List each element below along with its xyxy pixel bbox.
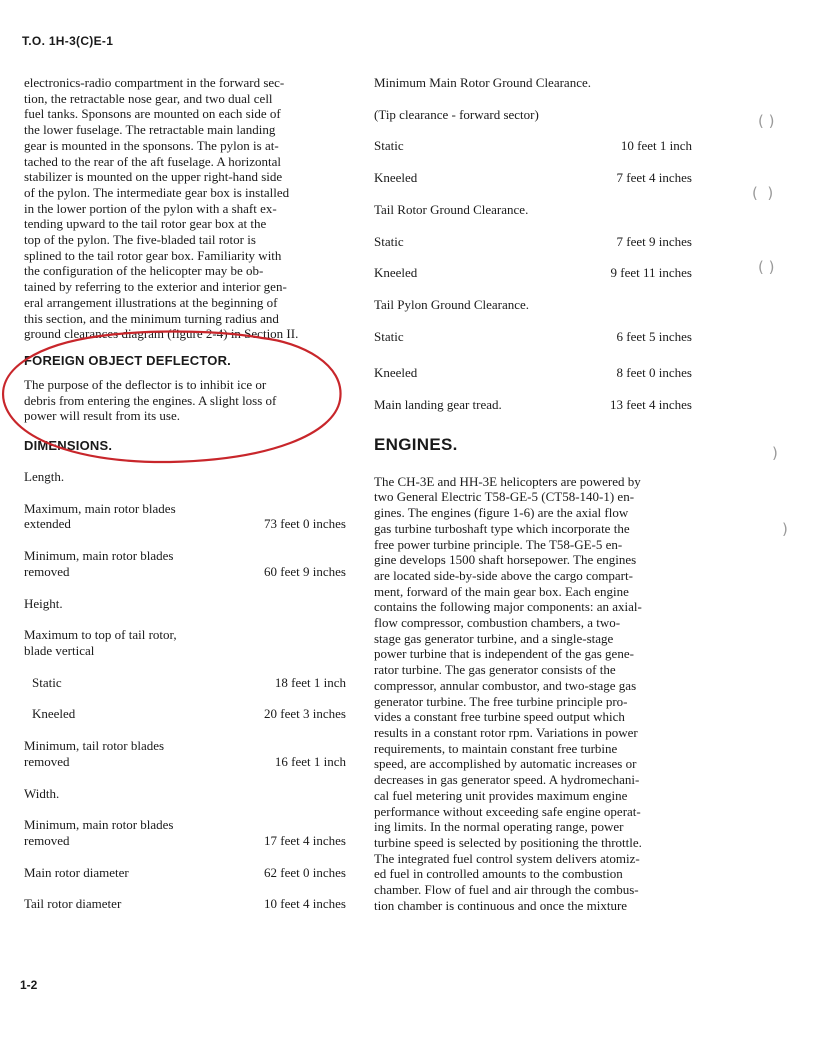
clearance-label: Main landing gear tread. [374, 397, 502, 413]
clearance-label: Static [374, 233, 404, 249]
text-line: vides a constant free turbine speed output which [374, 709, 625, 725]
dimension-value: 20 feet 3 inches [264, 706, 346, 722]
text-line: The integrated fuel control system delivers atomiz- [374, 850, 640, 866]
height-label: Height. [24, 595, 63, 611]
text-line: ment, forward of the main gear box. Each engine [374, 583, 629, 599]
dimension-row [24, 501, 346, 532]
text-line: gines. The engines (figure 1-6) are the axial flow [374, 505, 629, 521]
clearance-value: 9 feet 11 inches [610, 265, 692, 281]
text-line: stabilizer is mounted on the upper right-hand side [24, 169, 283, 185]
text-line: two General Electric T58-GE-5 (CT58-140-1) en- [374, 489, 635, 505]
text-line: speed, are accomplished by automatic increases or [374, 756, 637, 772]
punch-hole-mark: ( ) [752, 184, 774, 202]
text-line: debris from entering the engines. A slight loss of [24, 392, 277, 408]
text-line: top of the pylon. The five-bladed tail rotor is [24, 232, 256, 248]
height-subheading: Maximum to top of tail rotor, blade vertical [24, 627, 177, 658]
dimension-value: 62 feet 0 inches [264, 864, 346, 880]
dimension-label: Tail rotor diameter [24, 896, 122, 912]
clearance-value: 7 feet 9 inches [616, 233, 692, 249]
text-line: tained by referring to the exterior and interior gen- [24, 279, 287, 295]
punch-hole-mark: ) [782, 520, 788, 538]
text-line: the lower fuselage. The retractable main landing [24, 122, 276, 138]
text-line: ing limits. In the normal operating range, power [374, 819, 624, 835]
width-label: Width. [24, 785, 60, 801]
text-line: The purpose of the deflector is to inhibit ice or [24, 376, 267, 392]
punch-hole-mark: ) [772, 444, 778, 462]
page-number: 1-2 [20, 978, 38, 992]
text-line: in the lower portion of the pylon with a shaft ex- [24, 200, 277, 216]
clearance-value: 7 feet 4 inches [616, 170, 692, 186]
text-line: splined to the tail rotor gear box. Familiarity with [24, 247, 282, 263]
text-line: decreases in gas generator speed. A hydromechani- [374, 772, 640, 788]
trgc-label: Tail Rotor Ground Clearance. [374, 201, 529, 217]
text-line: gas turbine turboshaft type which incorporate the [374, 520, 630, 536]
clearance-row [374, 365, 692, 381]
dimension-label: Kneeled [32, 706, 76, 722]
text-line: ed fuel in controlled amounts to the combustion [374, 866, 623, 882]
clearance-value: 10 feet 1 inch [620, 138, 692, 154]
fod-heading: FOREIGN OBJECT DEFLECTOR. [24, 352, 231, 368]
text-line: The CH-3E and HH-3E helicopters are powered by [374, 473, 641, 489]
text-line: ground clearances diagram (figure 2-4) in Section II. [24, 326, 299, 342]
text-line: compressor, annular combustor, and two-stage gas [374, 677, 637, 693]
clearance-row [374, 234, 692, 250]
text-line: tending upward to the tail rotor gear box at the [24, 216, 267, 232]
text-line: power will result from its use. [24, 408, 180, 424]
dimension-value: 10 feet 4 inches [264, 896, 346, 912]
dimension-label: Minimum, main rotor blades removed [24, 548, 174, 579]
text-line: of the pylon. The intermediate gear box is installed [24, 184, 290, 200]
text-line: cal fuel metering unit provides maximum engine [374, 787, 628, 803]
engines-paragraph [374, 474, 692, 914]
dimension-row [24, 675, 346, 691]
text-line: power turbine that is independent of the gas gene- [374, 646, 634, 662]
dimension-value: 17 feet 4 inches [264, 832, 346, 848]
dimension-label: Maximum, main rotor blades extended [24, 500, 176, 532]
dimension-row [24, 896, 346, 912]
dimension-label: Minimum, tail rotor blades removed [24, 738, 165, 769]
right-column [374, 75, 692, 913]
text-line: generator turbine. The free turbine principle pro- [374, 693, 628, 709]
dimension-label: Main rotor diameter [24, 864, 129, 880]
clearance-label: Static [374, 328, 404, 344]
clearance-row [374, 397, 692, 413]
text-line: electronics-radio compartment in the forward sec- [24, 75, 285, 90]
text-line: gine develops 1500 shaft horsepower. The engines [374, 552, 637, 568]
dimension-label: Static [32, 674, 62, 690]
clearance-row [374, 170, 692, 186]
text-line: the configuration of the helicopter may be ob- [24, 263, 264, 279]
punch-hole-mark: ( ) [758, 258, 775, 276]
dimension-row [24, 865, 346, 881]
dimension-row [24, 706, 346, 722]
dimension-label: Minimum, main rotor blades removed [24, 817, 174, 848]
mrgc-label: Minimum Main Rotor Ground Clearance. [374, 75, 591, 90]
text-line: fuel tanks. Sponsons are mounted on each side of [24, 106, 281, 122]
dimension-row [24, 738, 346, 769]
mrgc-note: (Tip clearance - forward sector) [374, 106, 539, 122]
text-line: stage gas generator turbine, and a single-stage [374, 630, 614, 646]
dimension-value: 73 feet 0 inches [264, 516, 346, 532]
text-line: requirements, to maintain constant free turbine [374, 740, 618, 756]
text-line: performance without exceeding safe engine operat- [374, 803, 641, 819]
length-label: Length. [24, 469, 65, 485]
text-line: tion, the retractable nose gear, and two dual cell [24, 90, 273, 106]
text-line: rator turbine. The gas generator consists of the [374, 662, 616, 678]
text-line: results in a constant rotor rpm. Variations in power [374, 724, 638, 740]
clearance-row [374, 329, 692, 345]
text-line: free power turbine principle. The T58-GE-5 en- [374, 536, 623, 552]
engines-heading: ENGINES. [374, 434, 458, 454]
fod-paragraph [24, 377, 346, 424]
text-line: flow compressor, combustion chambers, a two- [374, 615, 621, 631]
text-line: gear is mounted in the sponsons. The pylon is at- [24, 137, 279, 153]
clearance-label: Kneeled [374, 170, 418, 186]
text-line: turbine speed is selected by positioning the throttle. [374, 834, 642, 850]
clearance-label: Kneeled [374, 365, 418, 381]
text-line: eral arrangement illustrations at the beginning of [24, 294, 278, 310]
clearance-row [374, 265, 692, 281]
text-line: are located side-by-side above the cargo compart- [374, 567, 633, 583]
tpgc-label: Tail Pylon Ground Clearance. [374, 296, 530, 312]
text-line: contains the following major components: an axial- [374, 599, 642, 615]
clearance-value: 8 feet 0 inches [616, 365, 692, 381]
dimension-row [24, 817, 346, 848]
dimension-row [24, 548, 346, 579]
clearance-label: Kneeled [374, 265, 418, 281]
document-id: T.O. 1H-3(C)E-1 [22, 34, 114, 48]
text-line: this section, and the minimum turning radius and [24, 310, 279, 326]
clearance-value: 6 feet 5 inches [616, 328, 692, 344]
intro-paragraph [24, 75, 346, 342]
text-line: tion chamber is continuous and once the mixture [374, 897, 628, 913]
clearance-value: 13 feet 4 inches [610, 397, 692, 413]
clearance-row [374, 138, 692, 154]
dimension-value: 18 feet 1 inch [274, 674, 346, 690]
dimension-value: 60 feet 9 inches [264, 563, 346, 579]
text-line: chamber. Flow of fuel and air through the combus- [374, 882, 639, 898]
clearance-label: Static [374, 138, 404, 154]
dimension-value: 16 feet 1 inch [274, 753, 346, 769]
text-line: tached to the rear of the aft fuselage. A horizontal [24, 153, 282, 169]
left-column [24, 75, 346, 912]
dimensions-heading: DIMENSIONS. [24, 438, 113, 454]
punch-hole-mark: ( ) [758, 112, 775, 130]
